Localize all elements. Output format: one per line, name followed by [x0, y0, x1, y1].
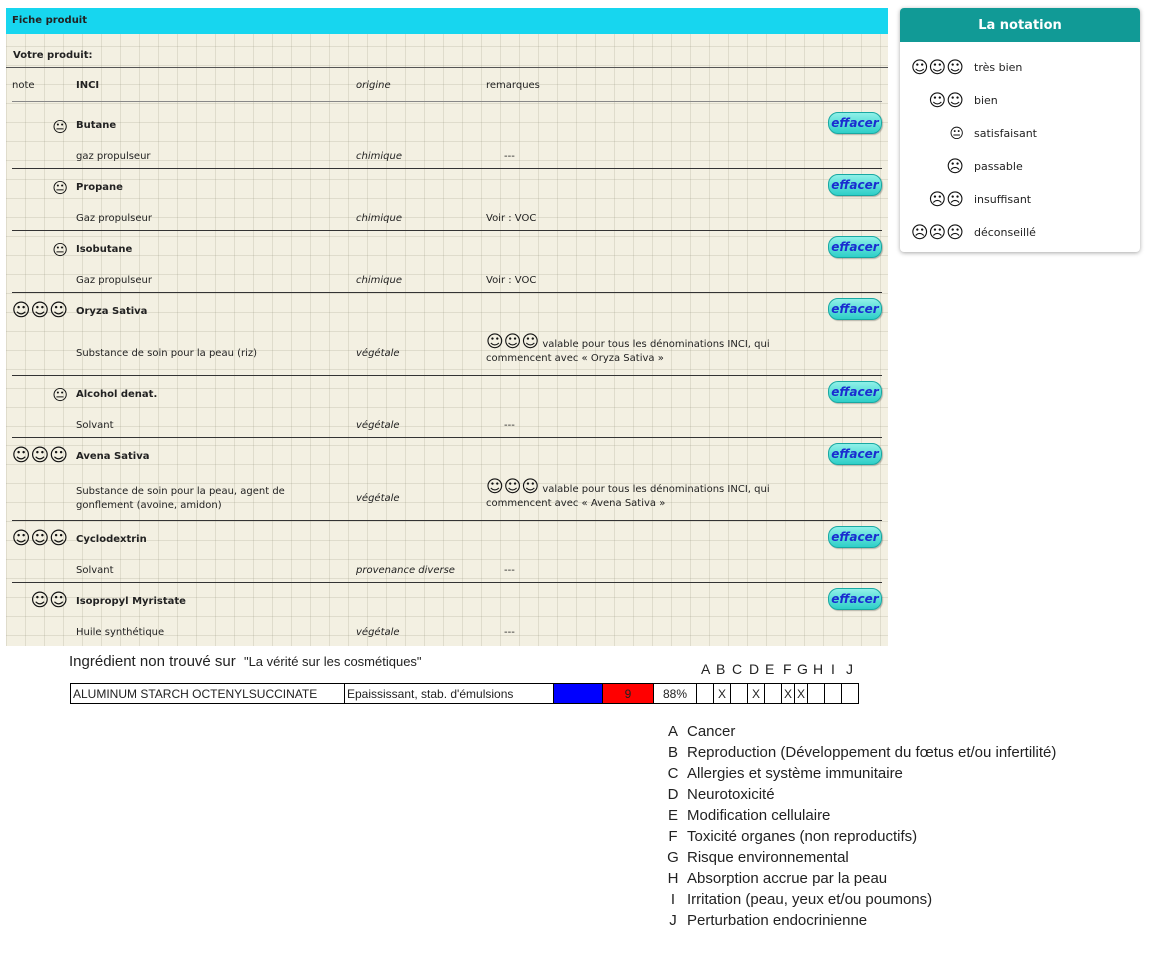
risk-mark-cell [731, 684, 748, 704]
legend-label: insuffisant [974, 193, 1032, 206]
rating-icons: ☺☺ [30, 590, 68, 611]
ingredient-row [12, 231, 882, 293]
effacer-button[interactable]: effacer [828, 174, 882, 196]
ingredient-function: Gaz propulseur [76, 213, 152, 224]
not-found-notice [69, 653, 422, 670]
fiche-title: Fiche produit [6, 8, 888, 34]
rating-icons: 😐 [52, 241, 68, 259]
score-bar-red: 9 [603, 684, 654, 704]
effacer-button[interactable]: effacer [828, 112, 882, 134]
rating-icons: ☺☺ [928, 91, 964, 111]
risk-item [666, 826, 1126, 847]
ingredient-name: Propane [76, 182, 123, 193]
ingredient-name: Isobutane [76, 244, 133, 255]
column-header-inci: INCI [76, 80, 100, 91]
ingredient-function: Huile synthétique [76, 627, 165, 638]
rating-icons: 😐 [52, 386, 68, 404]
rating-icons: ☹ [946, 157, 964, 177]
legend-item [900, 58, 1140, 78]
remark-text: Voir : VOC [486, 213, 537, 224]
ingredient-origin: végétale [356, 493, 400, 504]
remark-text: --- [504, 420, 515, 431]
ingredient-risk-table [70, 683, 859, 704]
risk-letter: G [797, 661, 808, 677]
column-header-origine: origine [356, 80, 391, 91]
ingredient-remark [504, 626, 834, 640]
ingredient-remark [486, 212, 816, 226]
effacer-button[interactable]: effacer [828, 526, 882, 548]
rating-icons: ☺☺☺ [11, 445, 68, 466]
effacer-button[interactable]: effacer [828, 443, 882, 465]
risk-letter: H [667, 870, 679, 887]
risk-text: Absorption accrue par la peau [687, 870, 888, 887]
remark-text: valable pour tous les dénominations INCI, qui commencent avec « Avena Sativa » [486, 484, 770, 509]
risk-text: Neurotoxicité [687, 786, 775, 803]
risk-text: Cancer [687, 723, 736, 740]
ingredient-origin: chimique [356, 213, 402, 224]
ingredient-row [12, 293, 882, 376]
ingredient-function: Substance de soin pour la peau, agent de gonflement (avoine, amidon) [76, 486, 285, 511]
risk-letter: C [667, 765, 679, 782]
ingredient-function: Solvant [76, 420, 114, 431]
ingredient-origin: chimique [356, 275, 402, 286]
column-header-note: note [12, 80, 35, 91]
risk-letter: I [831, 661, 835, 677]
legend-label: satisfaisant [974, 127, 1037, 140]
risk-mark-cell [825, 684, 842, 704]
ingredient-remark [486, 477, 816, 511]
risk-letter: B [667, 744, 678, 761]
risk-letter: H [813, 661, 824, 677]
rating-icons: ☺☺☺ [11, 528, 68, 549]
risk-item [666, 868, 1126, 889]
risk-text: Irritation (peau, yeux et/ou poumons) [687, 891, 933, 908]
rating-icons: ☺☺☺ [910, 58, 964, 78]
risk-letter: I [670, 891, 676, 908]
legend-item [900, 124, 1140, 144]
ingredient-name: Avena Sativa [76, 451, 150, 462]
ingredient-row [12, 102, 882, 169]
ingredient-remark [504, 564, 834, 578]
ingredient-function: Substance de soin pour la peau (riz) [76, 348, 258, 359]
ingredient-row [12, 583, 882, 644]
ingredient-name: Alcohol denat. [76, 389, 158, 400]
ingredient-origin: provenance diverse [356, 565, 455, 576]
risk-letter: E [765, 661, 775, 677]
percent-cell: 88% [654, 684, 697, 704]
effacer-button[interactable]: effacer [828, 588, 882, 610]
remark-text: Voir : VOC [486, 275, 537, 286]
effacer-button[interactable]: effacer [828, 298, 882, 320]
rating-icons: 😐 [52, 118, 68, 136]
risk-letter: A [667, 723, 678, 740]
notation-panel [900, 8, 1140, 252]
ingredient-name: Oryza Sativa [76, 306, 148, 317]
remark-rating-icons: ☺☺☺ [486, 332, 540, 352]
ingredient-remark [486, 332, 816, 366]
risk-letter: F [668, 828, 678, 845]
ingredient-row [12, 376, 882, 438]
risk-mark-cell: X [795, 684, 808, 704]
risk-mark-cell: X [782, 684, 795, 704]
ingredient-remark [504, 419, 834, 433]
score-bar-blue [554, 684, 603, 704]
remark-text: --- [504, 627, 515, 638]
ingredient-function: gaz propulseur [76, 151, 151, 162]
ingredient-function: Gaz propulseur [76, 275, 152, 286]
risk-mark-cell [697, 684, 714, 704]
remark-rating-icons: ☺☺☺ [486, 477, 540, 497]
rating-icons: ☹☹☹ [910, 223, 964, 243]
ingredient-origin: végétale [356, 348, 400, 359]
risk-letter: B [716, 661, 726, 677]
risk-item [666, 721, 1126, 742]
legend-label: bien [974, 94, 998, 107]
risk-letter: J [669, 912, 677, 929]
risk-item [666, 889, 1126, 910]
risk-letter: C [732, 661, 743, 677]
ingredient-name: Cyclodextrin [76, 534, 147, 545]
legend-item [900, 91, 1140, 111]
not-found-text: Ingrédient non trouvé sur [69, 653, 236, 670]
rating-icons: ☹☹ [928, 190, 964, 210]
risk-mark-cell [842, 684, 859, 704]
ingredient-origin: chimique [356, 151, 402, 162]
ingredient-name: Butane [76, 120, 117, 131]
risk-item [666, 910, 1126, 931]
rating-icons: ☺☺☺ [11, 300, 68, 321]
risk-letter: D [667, 786, 679, 803]
ingredient-row [12, 521, 882, 583]
ingredient-remark [504, 150, 834, 164]
risk-item [666, 784, 1126, 805]
ingredient-function: Solvant [76, 565, 114, 576]
risk-item [666, 805, 1126, 826]
ingredient-origin: végétale [356, 420, 400, 431]
ingredient-name-cell: ALUMINUM STARCH OCTENYLSUCCINATE [71, 684, 345, 704]
ingredient-function-cell: Epaississant, stab. d'émulsions [345, 684, 554, 704]
risk-letter: D [749, 661, 760, 677]
table-row [71, 684, 859, 704]
risk-legend [666, 721, 1126, 931]
ingredient-name: Isopropyl Myristate [76, 596, 186, 607]
not-found-source: "La vérité sur les cosmétiques" [243, 654, 422, 669]
effacer-button[interactable]: effacer [828, 381, 882, 403]
legend-item [900, 157, 1140, 177]
risk-letter: A [701, 661, 711, 677]
risk-item [666, 763, 1126, 784]
risk-letter: J [846, 661, 853, 677]
risk-mark-cell [765, 684, 782, 704]
risk-item [666, 847, 1126, 868]
votre-produit-label: Votre produit: [13, 50, 93, 61]
ingredient-row [12, 438, 882, 521]
effacer-button[interactable]: effacer [828, 236, 882, 258]
risk-text: Allergies et système immunitaire [687, 765, 903, 782]
divider [6, 67, 888, 68]
legend-item [900, 223, 1140, 243]
remark-text: valable pour tous les dénominations INCI, qui commencent avec « Oryza Sativa » [486, 339, 770, 364]
column-header-remarques: remarques [486, 80, 540, 91]
risk-text: Toxicité organes (non reproductifs) [687, 828, 918, 845]
legend-item [900, 190, 1140, 210]
risk-letter: F [783, 661, 792, 677]
legend-label: très bien [974, 61, 1023, 74]
remark-text: --- [504, 565, 515, 576]
risk-letter: E [667, 807, 678, 824]
risk-mark-cell [808, 684, 825, 704]
ingredient-origin: végétale [356, 627, 400, 638]
notation-title: La notation [900, 8, 1140, 42]
legend-label: passable [974, 160, 1023, 173]
risk-item [666, 742, 1126, 763]
ingredient-row [12, 169, 882, 231]
ingredient-remark [486, 274, 816, 288]
risk-letter: G [667, 849, 679, 866]
risk-text: Perturbation endocrinienne [687, 912, 868, 929]
fiche-produit-panel [6, 8, 888, 646]
legend-label: déconseillé [974, 226, 1036, 239]
remark-text: --- [504, 151, 515, 162]
risk-text: Reproduction (Développement du fœtus et/ou infertilité) [687, 744, 1057, 761]
rating-icons: 😐 [52, 179, 68, 197]
risk-text: Risque environnemental [687, 849, 849, 866]
rating-icons: 😐 [949, 126, 964, 142]
risk-mark-cell: X [714, 684, 731, 704]
risk-mark-cell: X [748, 684, 765, 704]
risk-text: Modification cellulaire [687, 807, 831, 824]
